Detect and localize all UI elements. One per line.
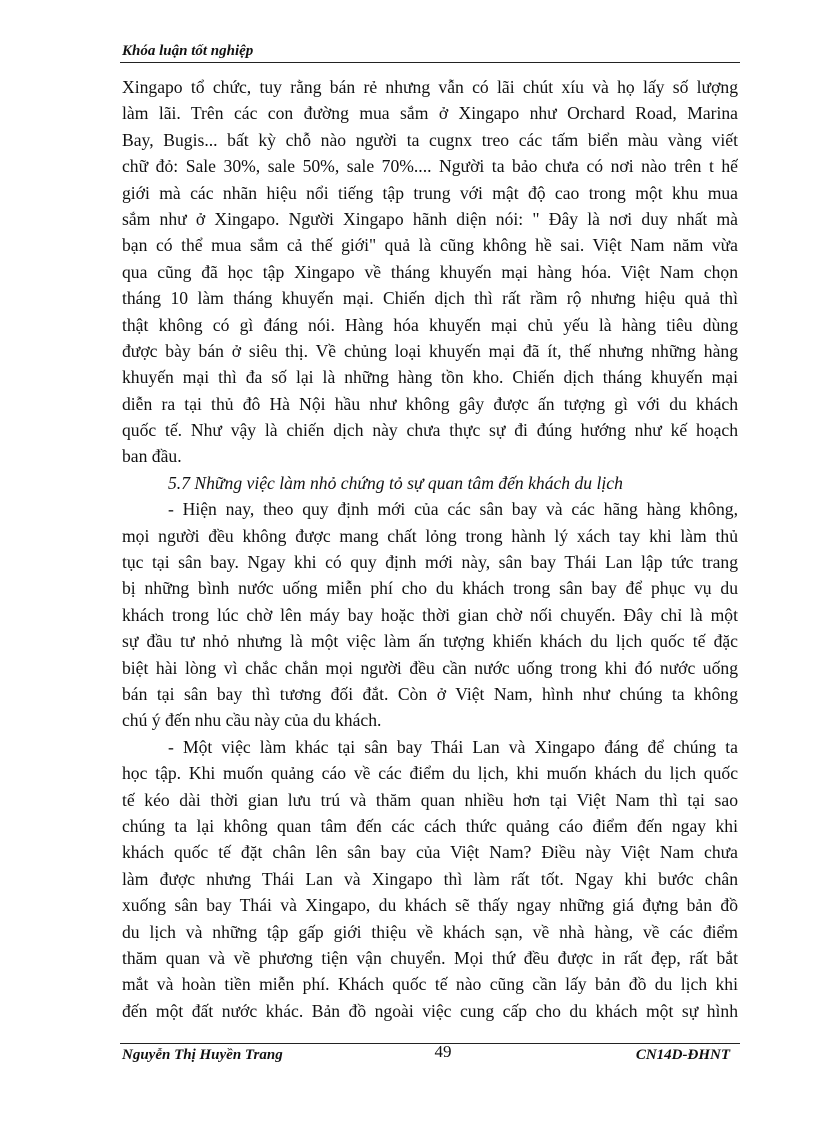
text-line: tục tại sân bay. Ngay khi có quy định mới này, sân bay Thái Lan lập tức trang xyxy=(122,552,738,573)
header-title: Khóa luận tốt nghiệp xyxy=(122,43,254,59)
text-line: đến một đất nước khác. Bản đồ ngoài việc cung cấp cho du khách một sự hình xyxy=(122,1000,738,1021)
text-line: được bày bán ở siêu thị. Về chủng loại khuyến mại đã ít, thế nhưng những hàng xyxy=(122,340,738,361)
text-line: khách trong lúc chờ lên máy bay hoặc thời gian chờ nối chuyến. Đây chỉ là một xyxy=(122,604,738,625)
text-line: bạn có thể mua sắm cả thế giới" quả là cũng không hề sai. Việt Nam năm vừa xyxy=(122,235,738,256)
footer-class-code: CN14D-ĐHNT xyxy=(635,1047,730,1063)
text-line: tế kéo dài thời gian lưu trú và thăm quan nhiều hơn tại Việt Nam thì tại sao xyxy=(122,789,738,810)
text-line: giới mà các nhãn hiệu nổi tiếng tập trung với mật độ cao trong một khu mua xyxy=(122,182,738,203)
body-text xyxy=(122,74,738,1024)
text-line: du lịch và những tập gấp giới thiệu về khách sạn, về nhà hàng, về các điểm xyxy=(122,921,738,942)
text-line: - Một việc làm khác tại sân bay Thái Lan và Xingapo đáng để chúng ta xyxy=(168,736,738,757)
text-line: thật không có gì đáng nói. Hàng hóa khuyến mại chủ yếu là hàng tiêu dùng xyxy=(122,314,738,335)
text-line: Bay, Bugis... bất kỳ chỗ nào người ta cugnx treo các tấm biển màu vàng viết xyxy=(122,129,738,150)
section-heading: 5.7 Những việc làm nhỏ chứng tỏ sự quan tâm đến khách du lịch xyxy=(168,472,623,493)
text-line: chữ đỏ: Sale 30%, sale 50%, sale 70%.... Người ta bảo chưa có nơi nào trên t hế xyxy=(122,156,738,177)
text-line: ban đầu. xyxy=(122,446,182,467)
text-line: mọi người đều không được mang chất lỏng trong hành lý xách tay khi làm thủ xyxy=(122,525,738,546)
text-line: chú ý đến nhu cầu này của du khách. xyxy=(122,710,382,731)
text-line: chúng ta lại không quan tâm đến các cách thức quảng cáo điểm đến ngay khi xyxy=(122,815,738,836)
text-line: sự đầu tư nhỏ nhưng là một việc làm ấn tượng khiến khách du lịch quốc tế đặc xyxy=(122,631,738,652)
text-line: mắt và hoàn tiền miễn phí. Khách quốc tế nào cũng cần lấy bản đồ du lịch khi xyxy=(122,974,738,995)
footer-author: Nguyễn Thị Huyền Trang xyxy=(122,1047,283,1063)
text-line: quốc tế. Như vậy là chiến dịch này chưa thực sự đi đúng hướng như kế hoạch xyxy=(122,420,738,441)
text-line: bán tại sân bay thì tương đối đắt. Còn ở Việt Nam, hình như chúng ta không xyxy=(122,683,738,704)
text-line: sắm như ở Xingapo. Người Xingapo hãnh diện nói: " Đây là nơi duy nhất mà xyxy=(122,208,738,229)
header-divider xyxy=(120,62,740,63)
text-line: thăm quan và về phương tiện vận chuyển. Mọi thứ đều được in rất đẹp, rất bắt xyxy=(122,947,738,968)
page-number: 49 xyxy=(434,1042,452,1061)
text-line: Xingapo tổ chức, tuy rằng bán rẻ nhưng vẫn có lãi chút xíu và họ lấy số lượng xyxy=(122,77,738,97)
text-line: - Hiện nay, theo quy định mới của các sân bay và các hãng hàng không, xyxy=(168,499,738,520)
text-line: tháng 10 làm tháng khuyến mại. Chiến dịch thì rất rầm rộ nhưng hiệu quả thì xyxy=(122,288,738,309)
text-line: học tập. Khi muốn quảng cáo về các điểm du lịch, khi muốn khách du lịch quốc xyxy=(122,763,738,784)
text-line: qua cũng đã học tập Xingapo về tháng khuyến mại hàng hóa. Việt Nam chọn xyxy=(122,261,738,282)
text-line: khuyến mại thì đa số lại là những hàng tồn kho. Chiến dịch tháng khuyến mại xyxy=(122,367,738,388)
text-line: bị những bình nước uống miễn phí cho du khách trong sân bay để phục vụ du xyxy=(122,578,738,599)
text-line: xuống sân bay Thái và Xingapo, du khách sẽ thấy ngay những giá đựng bản đồ xyxy=(122,895,738,916)
text-line: diễn ra tại thủ đô Hà Nội hầu như không gây được ấn tượng gì với du khách xyxy=(122,393,738,414)
text-line: khách quốc tế đặt chân lên sân bay của Việt Nam? Điều này Việt Nam chưa xyxy=(122,842,738,863)
text-line: làm lãi. Trên các con đường mua sắm ở Xingapo như Orchard Road, Marina xyxy=(122,103,738,124)
text-line: làm được nhưng Thái Lan và Xingapo thì làm rất tốt. Ngay khi bước chân xyxy=(122,868,738,889)
text-line: biệt hài lòng vì chắc chắn mọi người đều cần nước uống trong khi đó nước uống xyxy=(122,657,738,678)
